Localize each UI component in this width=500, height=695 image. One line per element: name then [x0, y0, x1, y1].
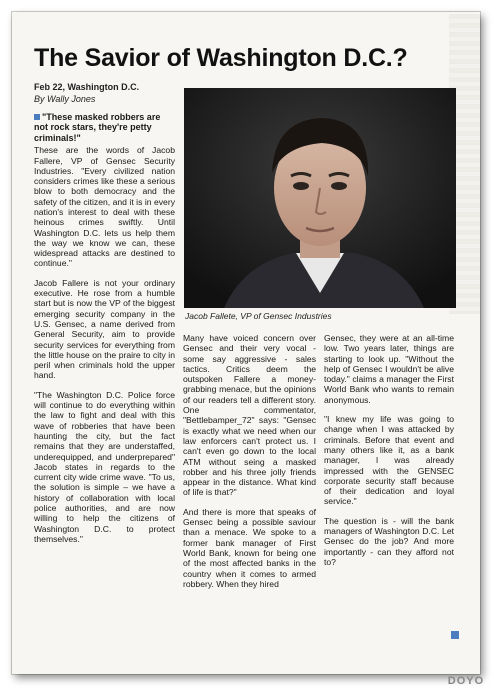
photo-caption: Jacob Fallete, VP of Gensec Industries — [185, 311, 332, 321]
paragraph: These are the words of Jacob Fallere, VP of Gensec Security Industries. "Every civilized nation considers crimes like these a serious blow to both democracy and the safety of the citizen, and it is in every nation's interest to deal with these heinous crimes swiftly. Until Washington D.C. lets us help them the way we know we can, these widespread attacks are destined to continue." — [34, 145, 175, 269]
byline: By Wally Jones — [34, 94, 96, 104]
pull-quote — [34, 112, 175, 143]
article-column-2 — [183, 333, 316, 598]
paragraph: "The Washington D.C. Police force will continue to do everything within the law to fight and deal with this wave of robberies that have been haunting the city, but the fact remains that they are understaffed, underequipped, and underprepared" Jacob states in regards to the current city wide crime wave. "To us, the solution is simple – we have a history of collaboration with local police authorities, and are now willing to help the citizens of Washington D.C. to protect themselves." — [34, 389, 175, 544]
portrait-illustration — [184, 88, 456, 308]
paragraph: "I knew my life was going to change when I was attacked by criminals. Before that event and many others like it, as a bank manager, I was already impressed with the GENSEC corporate security staff because of their dedication and loyal service." — [324, 414, 454, 507]
paragraph: The question is - will the bank managers of Washington D.C. Let Gensec do the job? And more importantly - can they afford not to? — [324, 515, 454, 567]
watermark-logo: DOYO — [447, 675, 485, 687]
dateline: Feb 22, Washington D.C. — [34, 82, 140, 92]
end-mark-icon — [451, 631, 459, 639]
square-bullet-icon — [34, 114, 40, 120]
headline: The Savior of Washington D.C.? — [34, 44, 408, 72]
paragraph: Many have voiced concern over Gensec and their very vocal - some say aggressive - sales tactics. Critics deem the outspoken Fallere a money-grabbing menace, but the opinions of our readers tell a different story. One commentator, "Bettlebamper_72" says: "Gensec is exactly what we need when our law enforcers can't protect us. I can't even go down to the local ATM without seing a masked robber and his three jolly friends appear in the distance. What kind of life is that?" — [183, 333, 316, 498]
paragraph: Gensec, they were at an all-time low. Two years later, things are starting to look up. "Without the help of Gensec I wouldn't be alive today." claims a manager the First World Bank who wants to remain anonymous. — [324, 333, 454, 405]
paragraph: Jacob Fallere is not your ordinary executive. He rose from a humble start but is now the VP of the biggest emerging security company in the U.S. Gensec, a name derived from General Security, aim to provide security services for everything from the little house on the praire to city in peril when criminals hold the upper hand. — [34, 277, 175, 381]
portrait-photo — [184, 88, 456, 308]
paragraph: And there is more that speaks of Gensec being a possible saviour than a menace. We spoke to a former bank manager of First World Bank, known for being one of the most affected banks in the country when it comes to armed robbery. When they hired — [183, 506, 316, 589]
article-column-3 — [324, 333, 454, 576]
pull-quote-text: "These masked robbers are not rock stars, they're petty criminals!" — [34, 112, 161, 143]
article-column-1 — [34, 112, 175, 553]
